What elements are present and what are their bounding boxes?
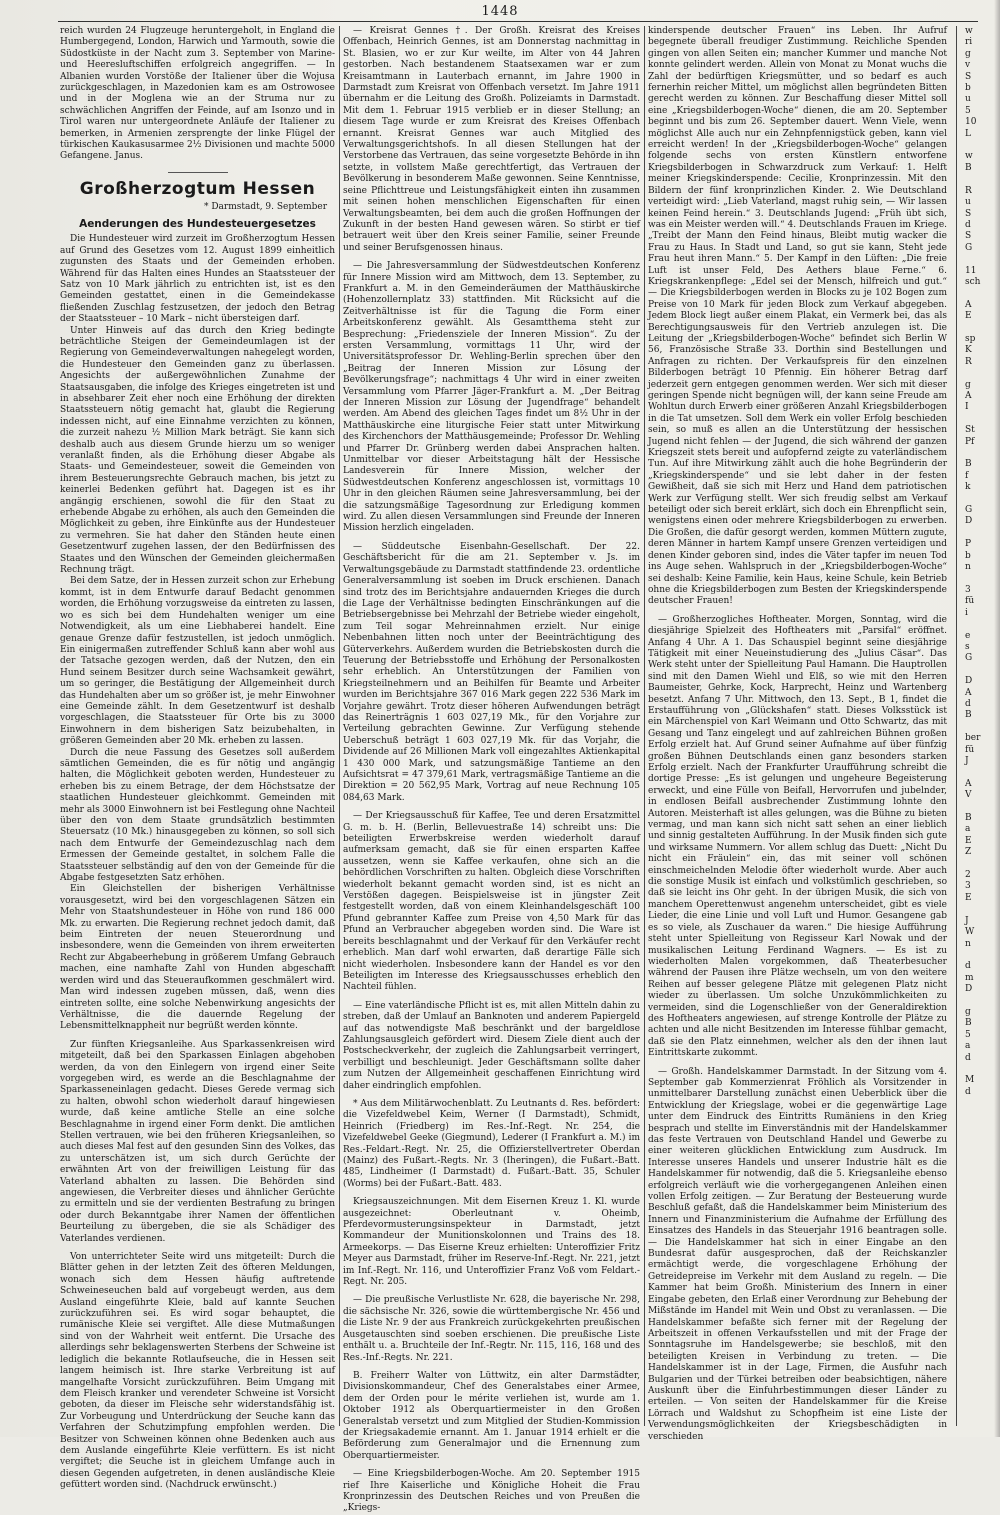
line-fragment: B [965,710,972,721]
line-fragment: G [965,242,973,253]
line-fragment: sch [965,276,981,287]
column-3 [648,26,947,1442]
line-fragment: D [965,984,973,995]
line-fragment: ri [965,37,973,48]
line-fragment: B [965,1018,972,1029]
line-fragment: St [965,425,975,436]
line-fragment: b [965,550,971,561]
line-fragment: 3 [965,584,971,595]
line-fragment: A [965,778,972,789]
news-item-luettwitz: B. Freiherr Walter von Lüttwitz, ein alter Darmstädter, Divisionskommandeur, Chef des Generalstabes einer Armee, dem der Orden pour le mérite verliehen ist, wurde am 1. Oktober 1912 als Oberquartiermeister in den Großen Generalstab versetzt und zum Mitglied der Studien-Kommission der Kriegsakademie ernannt. Am 1. Januar 1914 erhielt er die Beförderung zum Generalmajor und die Ernennung zum Oberquartiermeister. [343,1370,640,1461]
line-fragment: E [965,835,972,846]
line-fragment: g [965,379,971,390]
article-paragraph: Ein Gleichstellen der bisherigen Verhältnisse vorausgesetzt, wird bei den vorgeschlagenen Sätzen ein Mehr von Staatshundesteuer in Höhe von rund 186 000 Mk. zu erwarten. Die Regierung rechnet jedoch damit, daß beim Eintreten der neuen Steuerordnung und insbesondere, wenn die Gemeinden von ihrem erweiterten Recht zur Abgabeerhebung in größerem Umfang Gebrauch machen, eine namhafte Zahl von Hunden abgeschafft werden wird und das Steueraufkommen geschmälert wird. Man wird indessen zugeben müssen, daß, wenn dies eintreten sollte, eine solche Nebenwirkung angesichts der Verhältnisse, die die dauernde Regelung der Lebensmittelknappheit nur begrüßt werden könnte. [60,884,335,1032]
line-fragment: L [965,128,971,139]
line-fragment: ber [965,733,981,744]
separator-rule [168,172,228,173]
line-fragment: D [965,516,973,527]
line-fragment: b [965,83,971,94]
line-fragment: B [965,813,972,824]
line-fragment: u [965,197,971,208]
line-fragment: P [965,539,972,550]
line-fragment: 2 [965,870,971,881]
line-fragment: 3 [965,881,971,892]
line-fragment: d [965,1052,971,1063]
line-fragment: d [965,219,971,230]
news-item-swine-disease: Von unterrichteter Seite wird uns mitgeteilt: Durch die Blätter gehen in der letzten Zeit des öfteren Meldungen, wonach sich dem Hessen häufig auftretende Schweineseuchen bald auf vorgebeugt werden, aus dem Ausland eingeführte Kleie, bald auf kannte Seuchen zurückzuführen sei. Es wird sogar behauptet, die rumänische Kleie sei vergiftet. Alle diese Mutmaßungen sind von der Wahrheit weit entfernt. Die Ursache des allerdings sehr beklagenswerten Sterbens der Schweine ist lediglich die bekannte Rotlaufseuche, die in Hessen seit langem heimisch ist. Ihre starke Verbreitung ist auf mangelhafte Vorsicht zurückzuführen. Beim Umgang mit dem Fleisch kranker und verendeter Schweine ist Vorsicht geboten, da dieser im Fleische sehr widerstandsfähig ist. Zur Vorbeugung und Unterdrückung der Seuche kann das Verfahren der Schutzimpfung empfohlen werden. Die Besitzer von Schweinen können ohne Bedenken auch aus dem Auslande eingeführte Kleie verfüttern. Es ist nicht vergiftet; die Seuche ist in gleichem Umfange auch in diesen Gegenden aufgetreten, in denen ausländische Kleie gefüttert worden sind. (Nachdruck erwünscht.) [60,1252,335,1491]
line-fragment: V [965,790,972,801]
column-divider [956,26,957,1426]
news-item-chamber-of-commerce: — Großh. Handelskammer Darmstadt. In der Sitzung vom 4. September gab Kommerzienrat Fröhlich als Vorsitzender in unmittelbarer Darstellung zunächst einen Ueberblick über die Entwicklung der Kriegslage, wobei er die gegenwärtige Lage unter dem Eindruck des Eintritts Rumäniens in den Krieg besprach und stellte im Einverständnis mit der Handelskammer das feste Vertrauen von Deutschland Handel und Gewerbe zu einer weiteren glücklichen Entwicklung zum Ausdruck. Im Interesse unseres Handels und unserer Industrie hält es die Handelskammer für notwendig, daß die 5. Kriegsanleihe ebenso erfolgreich verläuft wie die vorhergegangenen Anleihen einen vollen Erfolg zeitigen. — Zur Beratung der Besteuerung wurde Beschluß gefaßt, daß die Handelskammer beim Ministerium des Innern und Finanzministerium die Aufnahme der Erfüllung des Einsatzes des Handels in das Steuerjahr 1916 beantragen solle. — Die Handelskammer hat sich in einer Eingabe an den Bundesrat dafür ausgesprochen, daß der Reichskanzler ermächtigt werde, die vorgeschlagene Erhöhung der Getreidepreise im Verkehr mit dem Ausland zu regeln. — Die Kammer hat beim Großh. Ministerium des Innern in einer Eingabe gebeten, den Erlaß einer Verordnung zur Behebung der Mißstände im Handel mit Wein und Obst zu veranlassen. — Die Handelskammer befaßte sich ferner mit der Regelung der Arbeitszeit in offenen Verkaufsstellen und mit der Frage der Sonntagsruhe im Handelsgewerbe; sie beschloß, mit den beteiligten Kreisen in Verbindung zu treten. — Die Handelskammer ist in der Lage, Firmen, die Ausfuhr nach Bulgarien und der Türkei betreiben oder beabsichtigen, nähere Auskunft über die Einfuhrbestimmungen dieser Länder zu erteilen. — Von seiten der Handelskammer für die Kreise Lörrach und Waldshut zu Schopfheim ist eine Liste der Verwendungsmöglichkeiten der Kriegsbeschädigten in verschieden [648,1066,947,1442]
column-divider [339,26,340,1426]
line-fragment: A [965,687,972,698]
line-fragment: sp [965,333,976,344]
news-item-patriotic-duty: — Eine vaterländische Pflicht ist es, mit allen Mitteln dahin zu streben, daß der Umlauf an Banknoten und anderem Papiergeld auf das notwendigste Maß beschränkt und der bargeldlose Zahlungsausgleich gefördert wird. Diesem Ziele dient auch der Postscheckverkehr, der zugleich die Zahlungsarbeit verringert, verbilligt und beschleunigt. Jeder Geschäftsmann sollte daher zum Nutzen der Allgemeinheit geschaffenen Einrichtung wird daher eindringlich empfohlen. [343,1000,640,1091]
line-fragment: G [965,653,973,664]
line-fragment: fü [965,744,975,755]
line-fragment: s [965,641,970,652]
news-item-railway: — Süddeutsche Eisenbahn-Gesellschaft. Der 22. Geschäftsbericht für die am 21. September v. Js. im Verwaltungsgebäude zu Darmstadt stattfindende 23. ordentliche Generalversammlung ist soeben im Druck erschienen. Danach sind trotz des im Berichtsjahre andauernden Krieges die durch die Lage der Verhältnisse bedingten Einschränkungen auf die Betriebsergebnisse bei Mehrzahl der Betriebe wieder eingeholt, zum Teil sogar Mehreinnahmen erzielt. Nur einige Nebenbahnen litten noch unter der Beeinträchtigung des Güterverkehrs. Außerdem wurden die Betriebskosten durch die Teuerung der Betriebsstoffe und Erhöhung der Personalkosten sehr erheblich. An Unterstützungen der Familien von Kriegsteilnehmern und an Beihilfen für Beamte und Arbeiter wurden im Berichtsjahre 367 016 Mark gegen 222 536 Mark im Vorjahre gewährt. Trotz dieser höheren Aufwendungen beträgt das Reinerträgnis 1 603 027,19 Mk., für den Vorjahre zur Verteilung gebrachten Gewinne. Zur Verfügung stehende Ueberschuß beträgt 1 603 027,19 Mk. für das Vorjahr, die Dividende auf 26 Millionen Mark voll eingezahltes Aktienkapital 1 430 000 Mark, und satzungsmäßige Tantieme an den Aufsichtsrat = 47 379,61 Mark, vertragsmäßige Tantieme an die Direktion = 20 562,95 Mark, Vortrag auf neue Rechnung 105 084,63 Mark. [343,541,640,803]
news-item-military-weekly: * Aus dem Militärwochenblatt. Zu Leutnants d. Res. befördert: die Vizefeldwebel Keim, Werner (I Darmstadt), Schmidt, Heinrich (Friedberg) im Res.-Inf.-Regt. Nr. 254, die Vizefeldwebel Geeke (Giegmund), Lederer (I Frankfurt a. M.) im Res.-Feldart.-Regt. Nr. 25, die Offizierstellvertreter Oberdan (Mainz) des Fußart.-Regts. Nr. 3 (Iheringen), die Fußart.-Batt. 485, Lindheimer (I Darmstadt) d. Fußart.-Batt. 35, Schuler (Worms) bei der Fußart.-Batt. 483. [343,1098,640,1189]
line-fragment: R [965,356,972,367]
line-fragment: Z [965,847,972,858]
line-fragment: a [965,824,971,835]
line-fragment: J [965,756,969,766]
page-edge-shadow [994,0,1000,1437]
line-fragment: M [965,1075,975,1086]
news-item-casualty-list: — Die preußische Verlustliste Nr. 628, die bayerische Nr. 298, die sächsische Nr. 326, sowie die württembergische Nr. 456 und die Liste Nr. 9 der aus Frankreich zurückgekehrten preußischen Ausgetauschten sind soeben erschienen. Die preußische Liste enthält u. a. Bruchteile der Inf.-Regtr. Nr. 115, 116, 168 und des Res.-Inf.-Regts. Nr. 221. [343,1295,640,1363]
line-fragment: v [965,60,971,71]
line-fragment: n [965,562,971,573]
column-divider [644,26,645,1426]
line-fragment: g [965,1006,971,1017]
line-fragment: n [965,938,971,949]
header-rule [58,21,978,22]
article-paragraph: Durch die neue Fassung des Gesetzes soll außerdem sämtlichen Gemeinden, die es für nötig und angängig halten, die Möglichkeit geboten werden, Hundesteuer zu erheben bis zu einem Betrage, der dem Höchstsatze der staatlichen Hundesteuer gleichkommt. Gemeinden mit mehr als 3000 Einwohnern ist bei Festlegung ohne Nachteil über den von dem Staate grundsätzlich bestimmten Steuersatz (10 Mk.) hinausgegeben zu können, so soll sich nach dem Entwurfe der Gemeindezuschlag nach dem Ermessen der Gemeinde gestaltet, in solchem Falle die Staatssteuer selbständig auf den von der Gemeinde für die Abgabe festgesetzten Satz erhöhen. [60,747,335,884]
line-fragment: d [965,961,971,972]
line-fragment: B [965,459,972,470]
line-fragment: Pf [965,436,975,447]
article-paragraph: Bei dem Satze, der in Hessen zurzeit schon zur Erhebung kommt, ist in dem Entwurfe darauf Bedacht genommen worden, die Erhöhung vorzugsweise da eintreten zu lassen, wo es sich bei dem Hundehalten weniger um eine Notwendigkeit, als um eine Liebhaberei handelt. Eine genaue Grenze dafür festzustellen, ist jedoch unmöglich. Ein einigermaßen zutreffender Schluß kann aber wohl aus der Tatsache gezogen werden, daß der Nutzen, den ein Hund seinem Besitzer durch seine Wachsamkeit gewährt, um so geringer, die Bestätigung der Allgemeinheit durch das Hundehalten aber um so größer ist, je mehr Einwohner eine Gemeinde zählt. In dem Gesetzentwurf ist deshalb vorgeschlagen, die Staatssteuer für Orte bis zu 3000 Einwohnern in dem bisherigen Satz beizubehalten, in größeren Gemeinden aber 20 Mk. erheben zu lassen. [60,576,335,747]
line-fragment: f [965,470,969,481]
news-item-decorations: Kriegsauszeichnungen. Mit dem Eisernen Kreuz 1. Kl. wurde ausgezeichnet: Oberleutnant v. Oheimb, Pferdevormusterungsinspekteur in Darmstadt, jetzt Kommandeur der Munitionskolonnen und Trains des 18. Armeekorps. — Das Eiserne Kreuz erhielten: Unteroffizier Fritz Meyer aus Darmstadt, früher im Reserve-Inf.-Regt. Nr. 221, jetzt im Inf.-Regt. Nr. 116, und Unteroffizier Franz Voß vom Feldart.-Regt. Nr. 205. [343,1197,640,1288]
line-fragment: i [965,607,968,618]
line-fragment: E [965,892,972,903]
line-fragment: A [965,391,972,401]
news-item-coffee-committee: — Der Kriegsausschuß für Kaffee, Tee und deren Ersatzmittel G. m. b. H. (Berlin, Bellevuestraße 14) schreibt uns: Die beteiligten Erwerbskreise werden wiederholt darauf aufmerksam gemacht, daß sie für einen ersparten Kaffee aussetzen, wenn sie Kaffee verkaufen, ohne sich an die behördlichen Vorschriften zu halten. Obgleich diese Vorschriften wiederholt bekannt gemacht worden sind, ist es nicht an Verstößen dagegen. Beispielsweise ist in jüngster Zeit festgestellt worden, daß von einem Kleinhandelsgeschäft 100 Pfund gebrannter Kaffee zum Preise von 4,50 Mark für das Pfund an Verbraucher abgegeben worden sind. Die Ware ist bereits beschlagnahmt und der Verkauf für den Verkäufer recht erheblich. Man darf wohl erwarten, daß derartige Fälle sich nicht wiederholen. Insbesondere kann der Handel es vor den Beteiligten im Interesse des Kriegsausschusses erheblich den Nachteil fühlen. [343,811,640,993]
line-fragment: S [965,71,972,82]
line-fragment: g [965,48,971,59]
line-fragment: w [965,151,973,162]
line-fragment: 11 [965,265,977,276]
line-fragment: W [965,927,975,938]
line-fragment: u [965,94,971,105]
line-fragment: d [965,698,971,709]
news-item-conference: — Die Jahresversammlung der Südwestdeutschen Konferenz für Innere Mission wird am Mittwoch, dem 13. September, zu Frankfurt a. M. in den Gemeinderäumen der Matthäuskirche (Hohenzollernplatz 33) stattfinden. Mit Rücksicht auf die Zeitverhältnisse ist für die Tagung die Form einer Arbeitskonferenz gewählt. Als Gesamtthema steht zur Besprechung: „Friedensziele der Inneren Mission“. Zu der ersten Versammlung, vormittags 11 Uhr, wird der Universitätsprofessor Dr. Wehling-Berlin sprechen über den „Beitrag der Inneren Mission zur Lösung der Bevölkerungsfrage“; nachmittags 4 Uhr wird in einer zweiten Versammlung vom Pfarrer Jäger-Frankfurt a. M. „Der Beitrag der Inneren Mission zur Lösung der Jugendfrage“ behandelt werden. Am Abend des gleichen Tages findet um 8½ Uhr in der Matthäuskirche eine liturgische Feier statt unter Mitwirkung des Kirchenchors der Matthäusgemeinde; Professor Dr. Wehling und Pfarrer Dr. Grünberg werden dabei Ansprachen halten. Unmittelbar vor dieser Arbeitstagung hält der Hessische Landesverein für Innere Mission, welcher der Südwestdeutschen Konferenz angeschlossen ist, vormittags 10 Uhr in den gleichen Räumen seine Jahresversammlung, bei der die satzungsmäßige Tagesordnung zur Erledigung kommen wird. Zu allen diesen Versammlungen sind Freunde der Inneren Mission herzlich eingeladen. [343,261,640,534]
news-item-obituary: — Kreisrat Gennes †. Der Großh. Kreisrat des Kreises Offenbach, Heinrich Gennes, ist am Donnerstag nachmittag in St. Blasien, wo er zur Kur weilte, im Alter von 44 Jahren gestorben. Nach bestandenem Staatsexamen war er zum Kreisamtmann in Lauterbach ernannt, im Jahre 1900 in Darmstadt zum Kreisrat von Offenbach versetzt. Im Jahre 1911 übernahm er die Leitung des Großh. Polizeiamts in Darmstadt. Mit dem 1. Februar 1915 verblieb er in dieser Stellung; an diesem Tage wurde er zum Kreisrat des Kreises Offenbach ernannt. Kreisrat Gennes war auch Mitglied des Verwaltungsgerichtshofs. In all diesen Stellungen hat der Verstorbene das Vertrauen, das seine vorgesetzte Behörde in ihn setzte, in vollstem Maße gerechtfertigt, das Vertrauen der Bevölkerung in besonderem Maße gewonnen. Seine Kenntnisse, seine Pflichttreue und Leistungsfähigkeit einten ihn zusammen mit seinen hohen menschlichen Eigenschaften für einen Verwaltungsbeamten, bei dem auch die großen Hoffnungen der Zukunft in der besten Hand gewesen wären. So stirbt er tief betrauert weit über den Kreis seiner Familie, seiner Freunde und seiner Berufsgenossen hinaus. [343,26,640,253]
war-report-tail: reich wurden 24 Flugzeuge heruntergeholt, in England die Humbergegend, London, Harwich und Yarmouth, sowie die Südostküste in der Nacht zum 3. September von Marine- und Heeresluftschiffen erfolgreich angegriffen. — In Albanien wurden Vorstöße der Italiener über die Wojusa zurückgeschlagen, in Mazedonien kam es am Ostrowosee und in der Moglena wie an der Struma nur zu schwächlichen Angriffen der Feinde, auf am Isonzo und in Tirol waren nur untergeordnete Anläufe der Italiener zu bemerken, in Armenien zersprengte der linke Flügel der türkischen Kaukasusarmee 2½ Divisionen und machte 5000 Gefangene. Janus. [60,26,335,162]
article-paragraph: Unter Hinweis auf das durch den Krieg bedingte beträchtliche Steigen der Gemeindeumlagen ist der Regierung von Gemeindeverwaltungen nahegelegt worden, die Hundesteuer den Gemeinden ganz zu überlassen. Angesichts der außergewöhnlichen Zunahme der Staatsausgaben, die infolge des Krieges eingetreten ist und in absehbarer Zeit eher noch eine Erhöhung der direkten Staatssteuern nötig gemacht hat, glaubt die Regierung indessen nicht, auf eine Einnahme verzichten zu können, die zurzeit nahezu ½ Million Mark beträgt. Sie kann sich deshalb auch aus diesem Grunde hierzu um so weniger veranlaßt finden, als die Erhöhung dieser Abgabe als Staats- und Gemeindesteuer, soweit die Gemeinden von ihrem Besteuerungsrechte Gebrauch machen, bis jetzt zu keinerlei Bedenken geführt hat. Dagegen ist es ihr angängig erschienen, sowohl die für den Staat zu erhebende Abgabe zu erhöhen, als auch den Gemeinden die Möglichkeit zu geben, ihre Einkünfte aus der Hundesteuer zu vermehren. Sie hat daher den Ständen heute einen Gesetzentwurf zugehen lassen, der den Bedürfnissen des Staates und den Wünschen der Gemeinden gleichermaßen Rechnung trägt. [60,325,335,576]
column-2 [343,26,640,1514]
line-fragment: E [965,311,972,322]
article-headline: Aenderungen des Hundesteuergesetzes [79,218,316,231]
article-paragraph: Die Hundesteuer wird zurzeit im Großherzogtum Hessen auf Grund des Gesetzes vom 12. August 1899 einheitlich zugunsten des Staats und der Gemeinden erhoben. Während für das Halten eines Hundes an Staatssteuer der Satz von 10 Mark jährlich zu entrichten ist, ist es den Gemeinden gestattet, einen in die Gemeindekasse fließenden Zuschlag festzusetzen, der jedoch den Betrag der Staatssteuer – 10 Mark – nicht übersteigen darf. [60,234,335,325]
line-fragment: S [965,231,972,242]
dateline: * Darmstadt, 9. September [203,201,327,212]
line-fragment: R [965,185,972,196]
line-fragment: m [965,972,974,983]
line-fragment: d [965,1086,971,1097]
line-fragment: A [965,299,972,310]
line-fragment: G [965,505,973,516]
line-fragment: fü [965,596,975,607]
line-fragment: D [965,676,973,687]
news-item-picture-sheet-continued: kinderspende deutscher Frauen“ ins Leben. Ihr Aufruf begegnete überall freudiger Zustimmung. Reichliche Spenden gingen von allen Seiten ein; mancher Kummer und manche Not konnte gelindert werden. Allein von Monat zu Monat wuchs die Zahl der bedürftigen Kriegsmütter, und so bedarf es auch fernerhin reicher Mittel, um möglichst allen begründeten Bitten gerecht werden zu können. Zur Beschaffung dieser Mittel soll eine „Kriegsbilderbogen-Woche“ dienen, die am 20. September beginnt und bis zum 26. September dauert. Wenn Viele, wenn möglichst Alle auch nur ein Zehnpfennigstück geben, kann viel erreicht werden! In der „Kriegsbilderbogen-Woche“ gelangen folgende sechs von ersten Künstlern entworfene Kriegsbilderbogen in Schwarzdruck zum Verkauf: 1. Helft meiner Kriegskinderspende: Cecilie, Kronprinzessin. Mit den Bildern der fünf kronprinzlichen Kinder. 2. Wie Deutschland verteidigt wird: „Lieb Vaterland, magst ruhig sein, — Wir lassen keinen Feind herein.“ 3. Deutschlands Jugend: „Früh übt sich, was ein Meister werden will.“ 4. Deutschlands Frauen im Kriege. „Treibt der Mann den Feind hinaus, Bleibt mutig wacker die Frau zu Haus. In Stadt und Land, so gut sie kann, Steht jede Frau heut ihren Mann.“ 5. Der Kampf in den Lüften: „Die freie Luft ist unser Feld, Des Aethers blaue Ferne.“ 6. Kriegskrankenpflege: „Edel sei der Mensch, hilfreich und gut.“ — Die Kriegsbilderbogen werden in Blocks zu je 102 Bogen zum Preise von 10 Mark für jeden Block zum Verkauf abgegeben. Jedem Block liegt außer einem Plakat, ein Vermerk bei, das als Berechtigungsausweis für den Vertrieb anzulegen ist. Die Leitung der „Kriegsbilderbogen-Woche“ befindet sich Berlin W 56, Französische Straße 33. Dorthin sind Bestellungen und Anfragen zu richten. Der Verkaufspreis für den einzelnen Bilderbogen beträgt 10 Pfennig. Ein höherer Betrag darf jederzeit gern entgegen genommen werden. Wer sich mit dieser geringen Spende nicht begnügen will, der kann seine Freude am Wohltun durch Erwerb einer größeren Anzahl Kriegsbilderbogen in die Tat umsetzen. Soll dem Werk ein voller Erfolg beschieden sein, so muß es allen an die Unterstützung der hessischen Jugend nicht fehlen — der Jugend, die sich während der ganzen Kriegszeit stets bereit und aufopfernd zeigte zu vaterländischem Tun. Auf ihre Mitwirkung zählt auch die hohe Begründerin der „Kriegskinderspende“ und sie lebt daher in der festen Gewißheit, daß sie sich mit Herz und Hand dem patriotischen Werk zur Verfügung stellt. Wer sich freudig selbst am Verkauf beteiligt oder sich bereit erklärt, sich doch ein Ehrenpflicht sein, wenigstens einen oder mehrere Kriegsbilderbogen zu erwerben. Die Großen, die dafür gesorgt werden, kommen Müttern zugute, deren Männer in hartem Kampf unsere Grenzen verteidigen und denen Kinder geboren sind, indes die Väter tapfer im neuen Tod ins Auge sehen. Wahlspruch in der „Kriegsbilderbogen-Woche“ sei deshalb: Keine Familie, kein Haus, keine Schule, kein Betrieb ohne die Kriegsbilderbogen zum Besten der Kriegskinderspende deutscher Frauen! [648,26,947,607]
line-fragment: e [965,630,971,641]
column-1 [60,26,335,1491]
line-fragment: 5 [965,1029,971,1040]
line-fragment: I [965,402,969,413]
line-fragment: k [965,482,971,493]
page-number: 1448 [481,4,519,19]
news-item-court-theatre: — Großherzogliches Hoftheater. Morgen, Sonntag, wird die diesjährige Spielzeit des Hoftheaters mit „Parsifal“ eröffnet. Anfang 4 Uhr. A 1. Das Schauspiel beginnt seine diesjährige Tätigkeit mit einer Neueinstudierung des „Julius Cäsar“. Das Werk steht unter der Spielleitung Paul Hamann. Die Hauptrollen sind mit den Damen Wiehl und Elß, so wie mit den Herren Baumeister, Gehrke, Kock, Harprecht, Heinz und Wartenberg besetzt. Anfang 7 Uhr. Mittwoch, den 13. Sept., B 1, findet die Erstaufführung von „Glückshafen“ statt. Dieses Volksstück ist ein Märchenspiel von Karl Weimann und Otto Schwartz, das mit Gesang und Tanz eingelegt und auf zahlreichen Bühnen großen Erfolg erzielt hat. Auf Grund seiner Aufnahme auf über fünfzig großen Bühnen Deutschlands einen ganz besonders starken Erfolg erzielt. Nach der Frankfurter Uraufführung schreibt die dortige Presse: „Es ist gelungen und ungeheure Begeisterung erweckt, und eine Fülle von Beifall, Hervorrufen und jubelnder, in endlosen Beifall ausbrechender Zustimmung lohnte den Autoren. Meisterhaft ist alles gelungen, was die Bühne zu bieten vermag, und man kann sich nicht satt sehen an einer lieblich und sinnig gestalteten Aufführung. In der Musik finden sich gute und wirksame Nummern. Vor allem schlug das Duett: „Nicht Du nicht ein Fräulein“ ein, das mit seiner voll schönen einschmeichelnden Melodie öfter wiederholt wurde. Aber auch die sonstige Musik ist einfach und volkstümlich geschrieben, so daß sie leicht ins Ohr geht. In der übrigen Musik, die sich von manchem Operettenwust angenehm unterscheidet, gibt es viele Lieder, die eine Linie und voll Luft und Humor. Gesangene gab es so viele, als Zuschauer da waren.“ Die hiesige Aufführung steht unter Spielleitung von Regisseur Karl Nowak und der musikalischen Leitung Ferdinand Wagners. — Es ist zu wiederholten Malen vorgekommen, daß Theaterbesucher während der Pausen ihre Plätze wechseln, um von den weitere Reihen auf besser gelegene Plätze mit gelegenen Platz nicht wieder zu überlassen. Um solche Unzukömmlichkeiten zu vermeiden, sind die Logenschließer von der Generaldirektion des Hoftheaters angewiesen, auf strenge Kontrolle der Plätze zu achten und alle nicht Besitzenden im Interesse fühlbar gemacht, daß sie den Platz einnehmen, welcher als den der ihnen laut Eintrittskarte zukommt. [648,614,947,1059]
line-fragment: w [965,26,973,36]
news-item-war-loan: Zur fünften Kriegsanleihe. Aus Sparkassenkreisen wird mitgeteilt, daß bei den Sparkassen Einlagen abgehoben werden, da von den Einlegern von irgend einer Seite vorgegeben wird, es werde an die Beschlagnahme der Sparkasseneinlagen gedacht. Dieses Gerede vermag sich zu halten, obwohl schon wiederholt darauf hingewiesen wurde, daß keine amtliche Stelle an eine solche Beschlagnahme in irgend einer Form denkt. Die amtlichen Stellen vertrauen, wie bei den früheren Kriegsanleihen, so auch dieses Mal fest auf den gesunden Sinn des Volkes, das zu unterschätzen ist, um sich durch Gerüchte der erwähnten Art von der freiwilligen Leistung für das Vaterland abhalten zu lassen. Die Behörden sind angewiesen, die Verbreiter dieses und ähnlicher Gerüchte zu ermitteln und sie der verdienten Bestrafung zu bringen oder durch Bekanntgabe ihrer Namen der öffentlichen Beurteilung zu übergeben, die sie als Schädiger des Vaterlandes verdienen. [60,1039,335,1244]
line-fragment: J [965,915,969,926]
line-fragment: S [965,208,972,219]
line-fragment: B [965,162,972,173]
section-title: Großherzogtum Hessen [79,178,316,199]
news-item-picture-sheet-week: — Eine Kriegsbilderbogen-Woche. Am 20. September 1915 rief Ihre Kaiserliche und Königliche Hoheit die Frau Kronprinzessin des Deutschen Reiches und von Preußen die „Kriegs- [343,1469,640,1514]
line-fragment: a [965,1041,971,1052]
line-fragment: 5 [965,105,971,116]
line-fragment: 10 [965,117,977,128]
line-fragment: K [965,345,972,356]
